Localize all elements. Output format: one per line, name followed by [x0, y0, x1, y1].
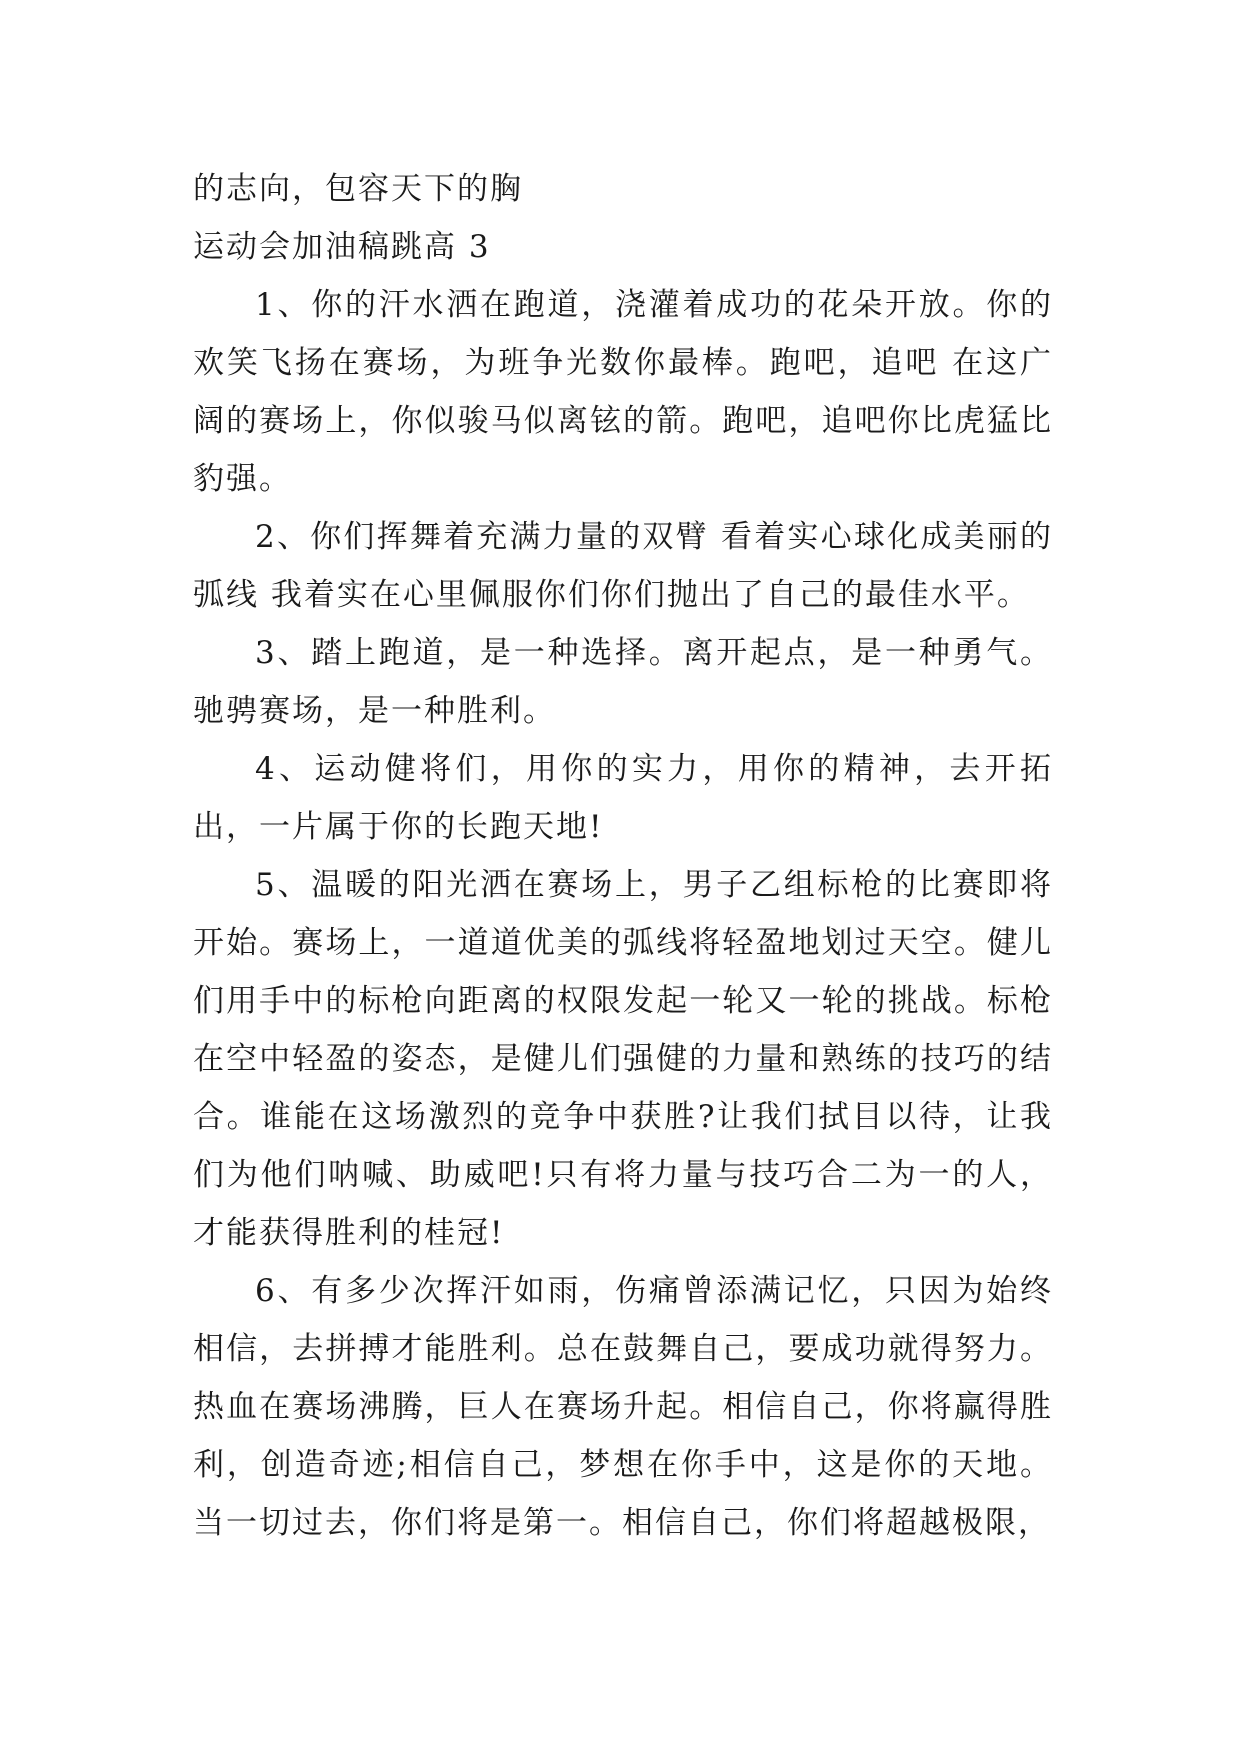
paragraph-6: 6、有多少次挥汗如雨，伤痛曾添满记忆，只因为始终相信，去拼搏才能胜利。总在鼓舞自己，要成功就得努力。热血在赛场沸腾，巨人在赛场升起。相信自己，你将赢得胜利，创造奇迹;相信自己，梦想在你手中，这是你的天地。当一切过去，你们将是第一。相信自己，你们将超越极限， — [193, 1273, 1053, 1541]
paragraph-3: 3、踏上跑道，是一种选择。离开起点，是一种勇气。驰骋赛场，是一种胜利。 — [193, 635, 1053, 729]
section-heading: 运动会加油稿跳高 3 — [193, 229, 491, 265]
lead-line: 的志向，包容天下的胸 — [193, 171, 523, 207]
paragraph-1: 1、你的汗水洒在跑道，浇灌着成功的花朵开放。你的欢笑飞扬在赛场，为班争光数你最棒。跑吧，追吧 在这广阔的赛场上，你似骏马似离铉的箭。跑吧，追吧你比虎猛比豹强。 — [193, 287, 1053, 497]
paragraph-4: 4、运动健将们，用你的实力，用你的精神，去开拓出，一片属于你的长跑天地! — [193, 751, 1053, 845]
document-body — [193, 160, 1053, 1552]
paragraph-2: 2、你们挥舞着充满力量的双臂 看着实心球化成美丽的弧线 我着实在心里佩服你们你们抛出了自己的最佳水平。 — [193, 519, 1053, 613]
paragraph-5: 5、温暖的阳光洒在赛场上，男子乙组标枪的比赛即将开始。赛场上，一道道优美的弧线将轻盈地划过天空。健儿们用手中的标枪向距离的权限发起一轮又一轮的挑战。标枪在空中轻盈的姿态，是健儿们强健的力量和熟练的技巧的结合。谁能在这场激烈的竞争中获胜?让我们拭目以待，让我们为他们呐喊、助威吧!只有将力量与技巧合二为一的人，才能获得胜利的桂冠! — [193, 867, 1053, 1251]
